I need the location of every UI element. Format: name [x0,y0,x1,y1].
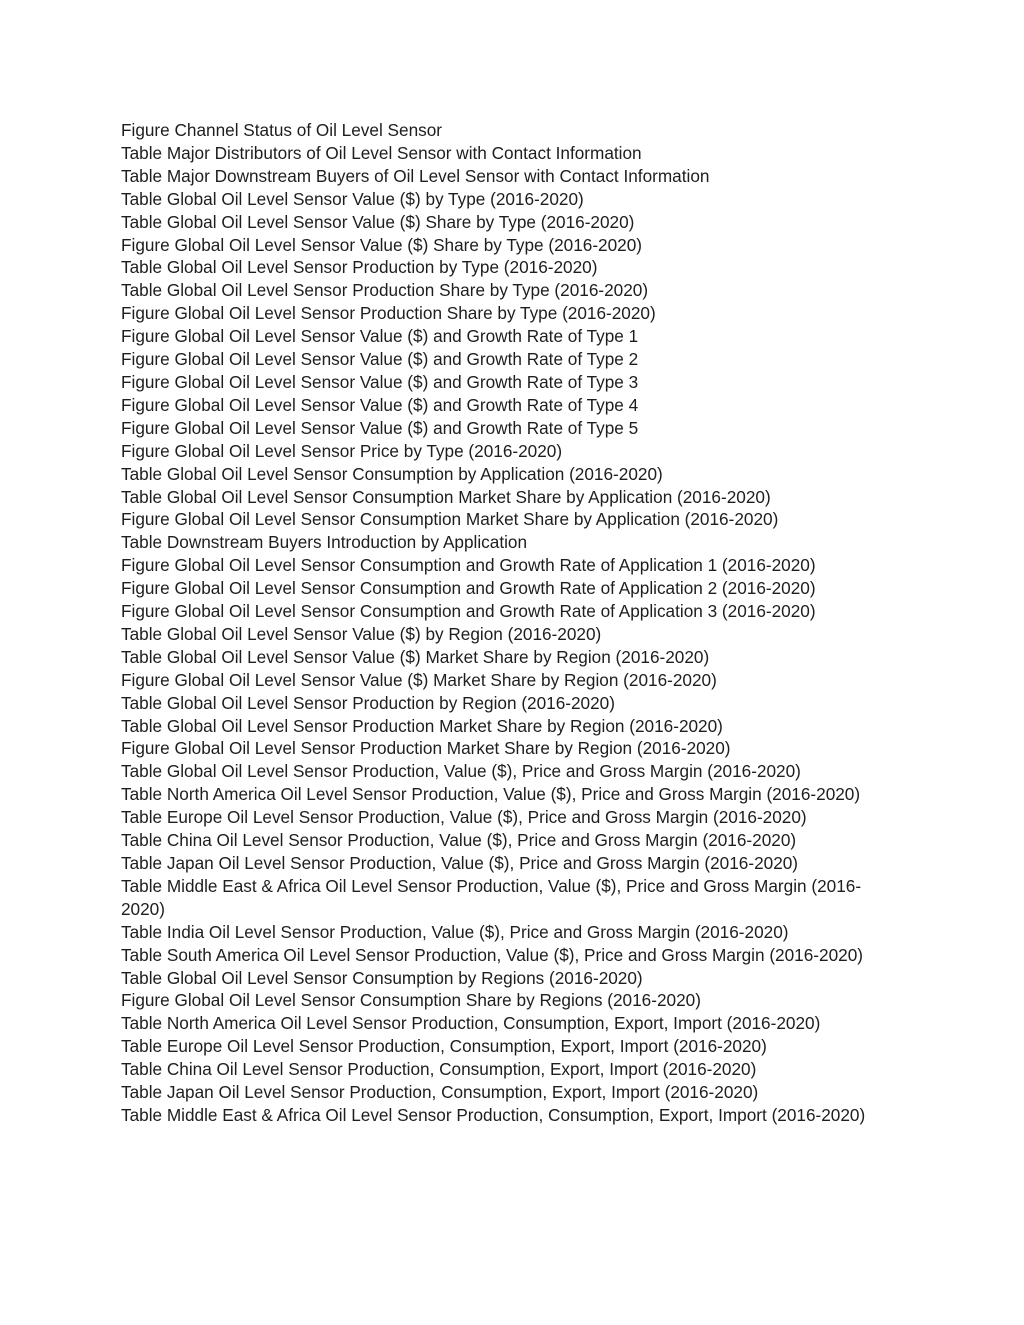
list-item: Table Middle East & Africa Oil Level Sensor Production, Value ($), Price and Gross Margin (2016-2020) [121,875,862,919]
list-item: Table North America Oil Level Sensor Production, Consumption, Export, Import (2016-2020) [121,1013,821,1034]
list-item: Figure Global Oil Level Sensor Value ($) Market Share by Region (2016-2020) [121,669,717,690]
list-item: Table Global Oil Level Sensor Value ($) by Region (2016-2020) [121,623,602,644]
list-item: Table Japan Oil Level Sensor Production, Value ($), Price and Gross Margin (2016-2020) [121,853,799,873]
list-item: Figure Global Oil Level Sensor Consumption and Growth Rate of Application 1 (2016-2020) [121,555,816,576]
list-item: Figure Global Oil Level Sensor Value ($) Share by Type (2016-2020) [121,234,643,255]
list-item: Figure Global Oil Level Sensor Production Share by Type (2016-2020) [121,303,656,324]
list-item: Figure Global Oil Level Sensor Consumption and Growth Rate of Application 3 (2016-2020) [121,601,816,622]
list-item: Table Europe Oil Level Sensor Production, Value ($), Price and Gross Margin (2016-2020) [121,807,807,828]
figure-table-list [121,119,881,1127]
list-item: Table China Oil Level Sensor Production, Value ($), Price and Gross Margin (2016-2020) [121,830,797,851]
list-item: Figure Channel Status of Oil Level Sensor [121,120,443,140]
list-item: Table Global Oil Level Sensor Production Share by Type (2016-2020) [121,280,649,301]
list-item: Figure Global Oil Level Sensor Value ($) and Growth Rate of Type 3 [121,371,639,392]
list-item: Figure Global Oil Level Sensor Consumption Share by Regions (2016-2020) [121,990,701,1011]
list-item: Figure Global Oil Level Sensor Value ($) and Growth Rate of Type 5 [121,417,639,438]
list-item: Table South America Oil Level Sensor Production, Value ($), Price and Gross Margin (2016-2020) [121,944,863,965]
list-item: Table Global Oil Level Sensor Value ($) by Type (2016-2020) [121,188,584,209]
list-item: Table China Oil Level Sensor Production, Consumption, Export, Import (2016-2020) [121,1059,757,1080]
list-item: Table Japan Oil Level Sensor Production, Consumption, Export, Import (2016-2020) [121,1082,759,1103]
list-item: Table Global Oil Level Sensor Consumption by Application (2016-2020) [121,463,663,484]
list-item: Table Downstream Buyers Introduction by Application [121,532,528,553]
list-item: Table North America Oil Level Sensor Production, Value ($), Price and Gross Margin (2016-2020) [121,784,861,805]
list-item: Figure Global Oil Level Sensor Value ($) and Growth Rate of Type 4 [121,394,639,415]
list-item: Table Global Oil Level Sensor Production, Value ($), Price and Gross Margin (2016-2020) [121,761,801,782]
list-item: Table Global Oil Level Sensor Consumption Market Share by Application (2016-2020) [121,486,771,507]
list-item: Table Global Oil Level Sensor Production Market Share by Region (2016-2020) [121,715,723,736]
list-item: Table Major Downstream Buyers of Oil Level Sensor with Contact Information [121,165,710,186]
list-item: Table Global Oil Level Sensor Production by Type (2016-2020) [121,257,598,278]
list-item: Figure Global Oil Level Sensor Price by Type (2016-2020) [121,440,563,461]
list-item: Figure Global Oil Level Sensor Value ($) and Growth Rate of Type 2 [121,349,639,370]
list-item: Figure Global Oil Level Sensor Production Market Share by Region (2016-2020) [121,738,731,759]
list-item: Table Europe Oil Level Sensor Production, Consumption, Export, Import (2016-2020) [121,1036,767,1057]
list-item: Figure Global Oil Level Sensor Value ($) and Growth Rate of Type 1 [121,326,639,347]
list-item: Table Middle East & Africa Oil Level Sensor Production, Consumption, Export, Import (2016-2020) [121,1104,866,1125]
list-item: Table Global Oil Level Sensor Production by Region (2016-2020) [121,692,615,713]
list-item: Figure Global Oil Level Sensor Consumption Market Share by Application (2016-2020) [121,509,779,530]
list-item: Table India Oil Level Sensor Production, Value ($), Price and Gross Margin (2016-2020) [121,921,789,942]
list-item: Table Global Oil Level Sensor Consumption by Regions (2016-2020) [121,967,643,988]
list-item: Table Major Distributors of Oil Level Sensor with Contact Information [121,142,642,163]
list-item: Table Global Oil Level Sensor Value ($) Share by Type (2016-2020) [121,211,635,232]
list-item: Figure Global Oil Level Sensor Consumption and Growth Rate of Application 2 (2016-2020) [121,578,816,599]
list-item: Table Global Oil Level Sensor Value ($) Market Share by Region (2016-2020) [121,646,710,667]
